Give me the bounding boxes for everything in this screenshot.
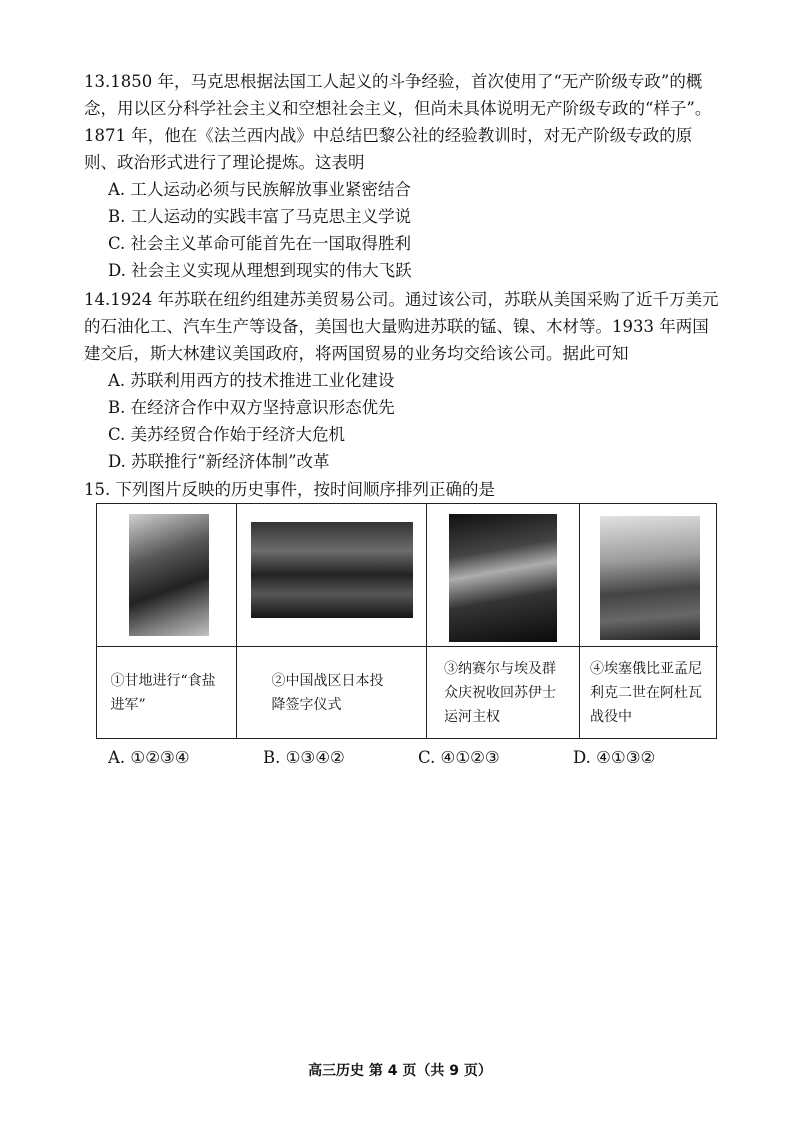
page-footer: 高三历史 第 4 页（共 9 页） [308,1063,492,1079]
question-13-option-d: D. 社会主义实现从理想到现实的伟大飞跃 [108,261,412,280]
caption-4: ④埃塞俄比亚孟尼利克二世在阿杜瓦战役中 [590,661,702,725]
question-14-option-b: B. 在经济合作中双方坚持意识形态优先 [108,398,395,417]
question-14-stem: 14.1924 年苏联在纽约组建苏美贸易公司。通过该公司，苏联从美国采购了近千万美元的石油化工、汽车生产等设备，美国也大量购进苏联的锰、镍、木材等。1933 年两国建交后，斯大林建议美国政府，将两国贸易的业务均交给该公司。据此可知 [84,290,719,363]
photo-nasser-celebration [449,514,557,642]
photo-gandhi-salt-march [129,514,209,636]
picture-cell-4 [580,504,718,739]
answer-a: A. ①②③④ [108,748,190,767]
question-14-option-d: D. 苏联推行“新经济体制”改革 [108,452,330,471]
question-14 [84,286,724,475]
picture-cell-3 [427,504,580,739]
answer-c: C. ④①②③ [418,748,500,767]
caption-1: ①甘地进行“食盐进军” [110,673,216,713]
question-15-stem: 15. 下列图片反映的历史事件，按时间顺序排列正确的是 [84,480,495,499]
question-14-option-a: A. 苏联利用西方的技术推进工业化建设 [108,371,395,390]
question-13-option-c: C. 社会主义革命可能首先在一国取得胜利 [108,234,412,253]
question-13-option-a: A. 工人运动必须与民族解放事业紧密结合 [108,180,411,199]
photo-japan-surrender-ceremony [251,522,413,618]
caption-3: ③纳赛尔与埃及群众庆祝收回苏伊士运河主权 [444,661,556,725]
caption-2: ②中国战区日本投降签字仪式 [271,673,384,713]
picture-cell-1 [97,504,237,739]
question-15 [84,476,724,503]
photo-battle-of-adwa [600,516,700,640]
picture-table [96,503,717,739]
answer-b: B. ①③④② [263,748,345,767]
question-13 [84,68,724,284]
answer-d: D. ④①③② [573,748,656,767]
question-15-answers [108,748,728,767]
question-14-option-c: C. 美苏经贸合作始于经济大危机 [108,425,346,444]
question-13-stem: 13.1850 年，马克思根据法国工人起义的斗争经验，首次使用了“无产阶级专政”的概念，用以区分科学社会主义和空想社会主义，但尚未具体说明无产阶级专政的“样子”。1871 年，他在《法兰西内战》中总结巴黎公社的经验教训时，对无产阶级专政的原则、政治形式进行了理论提炼。这表明 [84,72,712,172]
question-13-option-b: B. 工人运动的实践丰富了马克思主义学说 [108,207,412,226]
picture-cell-2 [237,504,427,739]
